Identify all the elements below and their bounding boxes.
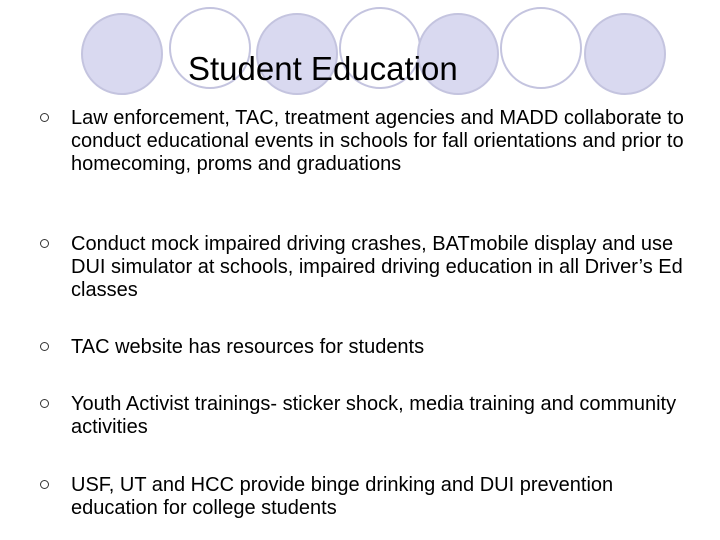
decor-circle	[501, 8, 581, 88]
bullet-text: Law enforcement, TAC, treatment agencies and MADD collaborate to conduct educational events in schools for fall orientations and prior to homecoming, proms and graduations	[71, 107, 684, 175]
bullet-icon	[40, 480, 49, 489]
bullet-text: USF, UT and HCC provide binge drinking and DUI prevention education for college students	[71, 474, 614, 519]
bullet-text: TAC website has resources for students	[71, 336, 425, 358]
decor-circle	[82, 14, 162, 94]
bullet-text: Conduct mock impaired driving crashes, BATmobile display and use DUI simulator at schools, impaired driving education in all Driver’s Ed classes	[71, 233, 683, 301]
bullet-icon	[40, 342, 49, 351]
bullet-icon	[40, 399, 49, 408]
slide-title: Student Education	[188, 50, 458, 87]
decor-circle	[585, 14, 665, 94]
bullet-icon	[40, 239, 49, 248]
bullet-text: Youth Activist trainings- sticker shock, media training and community activities	[71, 393, 677, 438]
bullet-icon	[40, 113, 49, 122]
